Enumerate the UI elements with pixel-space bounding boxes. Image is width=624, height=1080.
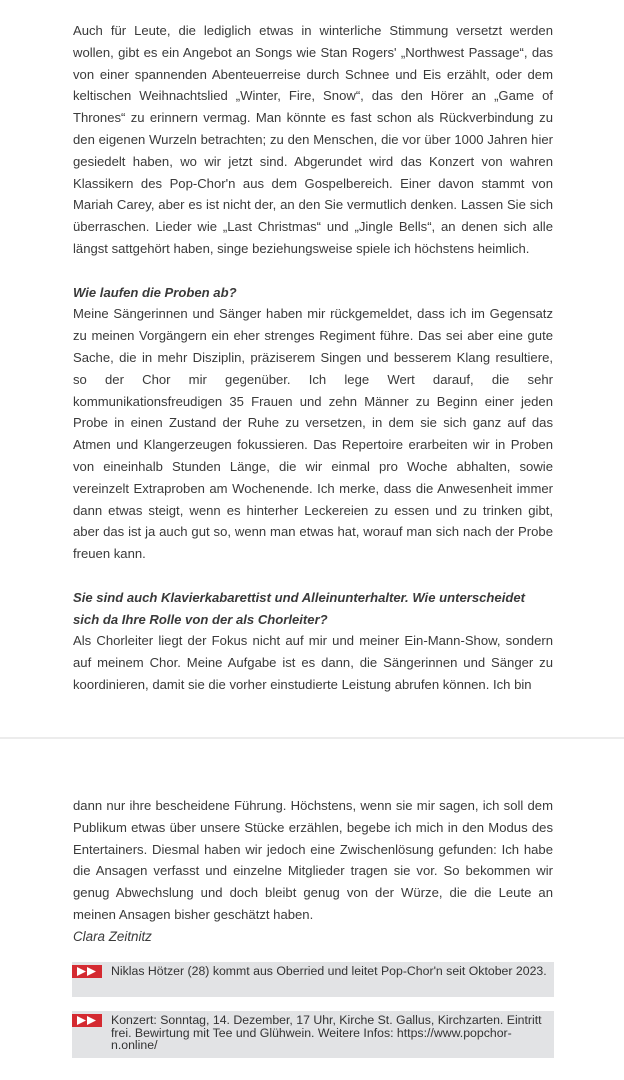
double-arrow-right-icon <box>72 1014 102 1027</box>
infobox-conductor-text: Niklas Hötzer (28) kommt aus Oberried und leitet Pop-Chor'n seit Oktober 2023. <box>111 964 547 978</box>
article-author: Clara Zeitnitz <box>73 928 152 944</box>
interview-question-role: Sie sind auch Klavierkabarettist und Alleinunterhalter. Wie unterscheidet sich da Ihre Rolle von der als Chorleiter? <box>73 589 525 627</box>
double-arrow-right-icon <box>72 965 102 978</box>
interview-answer-role-start: Als Chorleiter liegt der Fokus nicht auf mir und meiner Ein-Mann-Show, sondern auf meinem Chor. Meine Aufgabe ist es dann, die Sängerinnen und Sänger zu koordinieren, damit sie die vorher einstudierte Leistung abrufen können. Ich bin <box>73 633 553 692</box>
paragraph-gap <box>73 565 553 587</box>
article-paragraph-intro: Auch für Leute, die lediglich etwas in winterliche Stimmung versetzt werden wollen, gibt es ein Angebot an Songs wie Stan Rogers' „Northwest Passage“, das von einer spannenden Abenteuerreise durch Schnee und Eis erzählt, oder dem keltischen Weihnachtslied „Winter, Fire, Snow“, das den Hörer an „Game of Thrones“ zu erinnern vermag. Man könnte es fast schon als Rückverbindung zu den eigenen Wurzeln betrachten; zu den Menschen, die vor über 1000 Jahren hier gesiedelt haben, wo wir jetzt sind. Abgerundet wird das Konzert von wahren Klassikern des Pop-Chor'n aus dem Gospelbereich. Einer davon stammt von Mariah Carey, aber es ist nicht der, an den Sie vermutlich denken. Lassen Sie sich überraschen. Lieder wie „Last Christmas“ und „Jingle Bells“, an denen sich alle längst sattgehört haben, singe beziehungsweise spiele ich höchstens heimlich. <box>73 23 553 256</box>
article-column-top <box>73 20 553 696</box>
infobox-concert <box>72 1011 554 1058</box>
paragraph-gap <box>73 260 553 282</box>
interview-answer-rehearsals: Meine Sängerinnen und Sänger haben mir rückgemeldet, dass ich im Gegensatz zu meinen Vorgängern ein eher strenges Regiment führe. Das sei aber eine gute Sache, die in mehr Disziplin, präziserem Singen und besserem Klang resultiere, so der Chor mir gegenüber. Ich lege Wert darauf, die sehr kommunikationsfreudigen 35 Frauen und zehn Männer zu Beginn einer jeden Probe in einen Zustand der Ruhe zu versetzen, in dem sie sich ganz auf das Atmen und Klangerzeugen fokussieren. Das Repertoire erarbeiten wir in Proben von eineinhalb Stunden Länge, die wir einmal pro Woche abhalten, sowie vereinzelt Extraproben am Wochenende. Ich merke, dass die Anwesenheit immer dann etwas steigt, wenn es hinterher Leckereien zu essen und zu trinken gibt, aber das ist ja auch gut so, wenn man etwas hat, worauf man sich nach der Probe freuen kann. <box>73 306 553 562</box>
article-column-bottom <box>73 795 553 948</box>
interview-answer-role-end: dann nur ihre bescheidene Führung. Höchstens, wenn sie mir sagen, ich soll dem Publikum etwas über unsere Stücke erzählen, begebe ich mich in den Modus des Entertainers. Diesmal haben wir jedoch eine Zwischenlösung gefunden: Ich habe die Ansagen verfasst und einzelne Mitglieder tragen sie vor. So bekommen wir genug Abwechslung und doch bleibt genug von der Würze, die die Leute an meinen Ansagen bisher geschätzt haben. <box>73 798 553 922</box>
infobox-conductor <box>72 962 554 997</box>
page-break-divider <box>0 737 624 739</box>
infobox-concert-text: Konzert: Sonntag, 14. Dezember, 17 Uhr, Kirche St. Gallus, Kirchzarten. Eintritt frei. Bewirtung mit Tee und Glühwein. Weitere Infos: https://www.popchor-n.online/ <box>111 1013 542 1053</box>
interview-question-rehearsals: Wie laufen die Proben ab? <box>73 284 237 300</box>
